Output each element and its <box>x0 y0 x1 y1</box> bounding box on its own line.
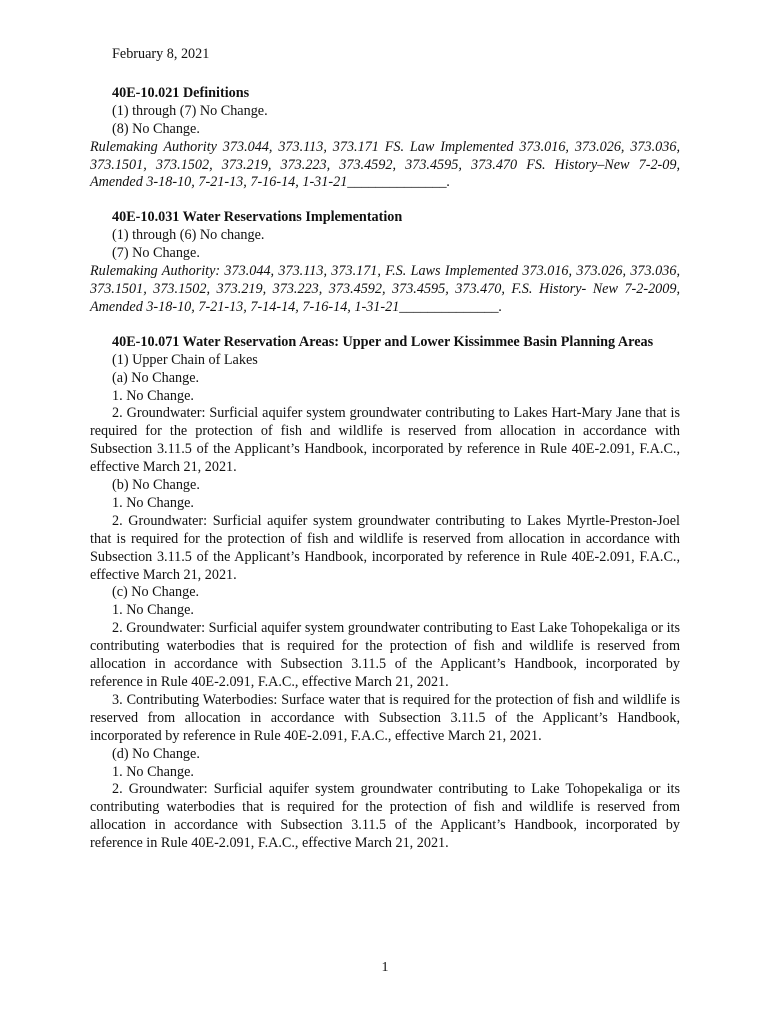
section-definitions <box>90 85 680 192</box>
rule-paragraph: 2. Groundwater: Surficial aquifer system groundwater contributing to Lake Tohopekaliga or its contributing waterbodies that is required for the protection of fish and wildlife is reserved from allocation in accordance with Subsection 3.11.5 of the Applicant’s Handbook, incorporated by reference in Rule 40E-2.091, F.A.C., effective March 21, 2021. <box>90 781 680 852</box>
rule-item: 1. No Change. <box>112 602 194 619</box>
rule-item: (d) No Change. <box>112 745 200 762</box>
rule-item: (b) No Change. <box>112 477 200 494</box>
section-heading: 40E-10.071 Water Reservation Areas: Upper and Lower Kissimmee Basin Planning Areas <box>112 333 654 350</box>
rulemaking-history: Rulemaking Authority: 373.044, 373.113, 373.171, F.S. Laws Implemented 373.016, 373.026, 373.036, 373.1501, 373.1502, 373.219, 373.223, 373.4592, 373.4595, 373.470, F.S. History- New 7-2-2009, Amended 3-18-10, 7-21-13, 7-14-14, 7-16-14, 1-31-21______________. <box>90 263 680 315</box>
rule-paragraph: 2. Groundwater: Surficial aquifer system groundwater contributing to Lakes Myrtle-Preston-Joel that is required for the protection of fish and wildlife is reserved from allocation in accordance with Subsection 3.11.5 of the Applicant’s Handbook, incorporated by reference in Rule 40E-2.091, F.A.C., effective March 21, 2021. <box>90 512 680 583</box>
rule-paragraph: 3. Contributing Waterbodies: Surface water that is required for the protection of fish and wildlife is reserved from allocation in accordance with Subsection 3.11.5 of the Applicant’s Handbook, incorporated by reference in Rule 40E-2.091, F.A.C., effective March 21, 2021. <box>90 691 680 744</box>
page-number: 1 <box>381 960 389 975</box>
rule-line: (7) No Change. <box>112 245 200 262</box>
rule-item: 1. No Change. <box>112 387 194 404</box>
rule-item: (a) No Change. <box>112 369 200 386</box>
rulemaking-history: Rulemaking Authority 373.044, 373.113, 373.171 FS. Law Implemented 373.016, 373.026, 373.036, 373.1501, 373.1502, 373.219, 373.223, 373.4592, 373.4595, 373.470 FS. History–New 7-2-09, Amended 3-18-10, 7-21-13, 7-16-14, 1-31-21______________. <box>90 138 680 191</box>
document-body <box>90 46 680 853</box>
rule-item: 1. No Change. <box>112 763 194 780</box>
document-date: February 8, 2021 <box>112 46 210 62</box>
rule-item: (c) No Change. <box>112 584 200 601</box>
rule-item: 1. No Change. <box>112 494 194 511</box>
rule-paragraph: 2. Groundwater: Surficial aquifer system groundwater contributing to Lakes Hart-Mary Jane that is required for the protection of fish and wildlife is reserved from allocation in accordance with Subsection 3.11.5 of the Applicant’s Handbook, incorporated by reference in Rule 40E-2.091, F.A.C., effective March 21, 2021. <box>90 405 680 476</box>
rule-line: (1) through (7) No Change. <box>112 102 268 119</box>
rule-line: (8) No Change. <box>112 120 200 137</box>
rule-paragraph: 2. Groundwater: Surficial aquifer system groundwater contributing to East Lake Tohopekaliga or its contributing waterbodies that is required for the protection of fish and wildlife is reserved from allocation in accordance with Subsection 3.11.5 of the Applicant’s Handbook, incorporated by reference in Rule 40E-2.091, F.A.C., effective March 21, 2021. <box>90 620 680 690</box>
rule-line: (1) through (6) No change. <box>112 227 265 244</box>
section-heading: 40E-10.021 Definitions <box>112 84 250 101</box>
rule-item: (1) Upper Chain of Lakes <box>112 351 258 368</box>
section-water-reservation-areas <box>90 334 680 853</box>
section-heading: 40E-10.031 Water Reservations Implementation <box>112 209 403 226</box>
section-water-reservations-implementation <box>90 209 680 316</box>
